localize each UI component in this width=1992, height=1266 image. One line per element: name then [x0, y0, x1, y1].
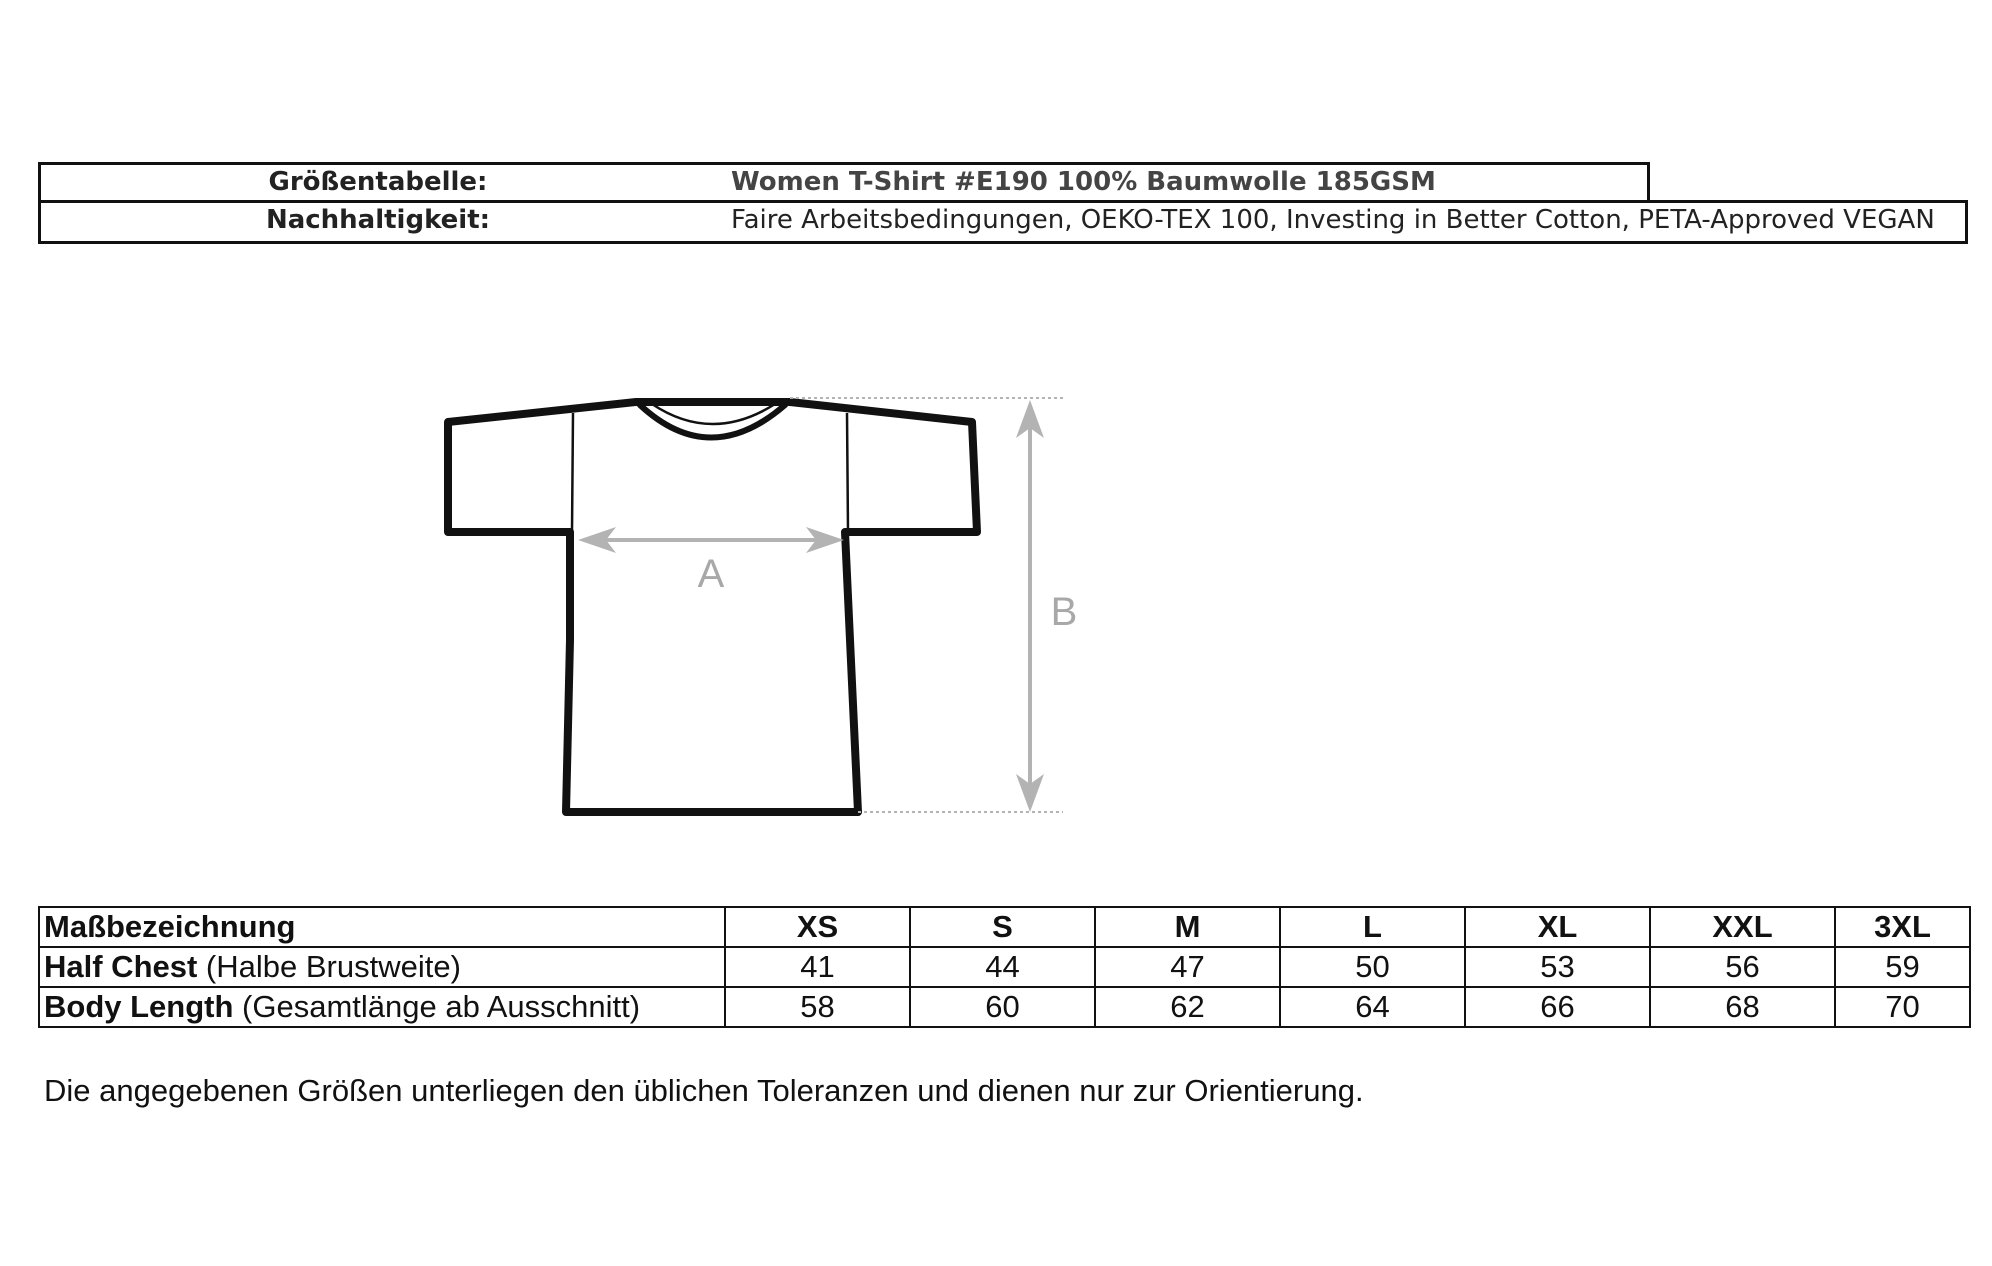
tolerance-note: Die angegebenen Größen unterliegen den üblichen Toleranzen und dienen nur zur Orientierung. [44, 1073, 1364, 1108]
measure-a [578, 527, 844, 553]
table-cell: 47 [1095, 947, 1280, 987]
row-subtitle: (Halbe Brustweite) [197, 949, 461, 984]
table-cell: 62 [1095, 987, 1280, 1027]
size-header-row [39, 907, 1970, 947]
row-label-half-chest [39, 947, 725, 987]
sleeve-seams [572, 404, 848, 532]
size-header-3xl: 3XL [1835, 907, 1970, 947]
size-chart-label: Größentabelle: [268, 167, 488, 197]
table-cell: 41 [725, 947, 910, 987]
row-name: Body Length [44, 989, 234, 1024]
table-cell: 64 [1280, 987, 1465, 1027]
row-subtitle: (Gesamtlänge ab Ausschnitt) [233, 989, 641, 1024]
size-table [38, 906, 1971, 1028]
tshirt-outline [448, 402, 977, 812]
row-name: Half Chest [44, 949, 198, 984]
size-header-s: S [910, 907, 1095, 947]
table-cell: 70 [1835, 987, 1970, 1027]
size-header-m: M [1095, 907, 1280, 947]
measurement-header: Maßbezeichnung [39, 907, 725, 947]
size-header-xxl: XXL [1650, 907, 1835, 947]
product-name: Women T-Shirt #E190 100% Baumwolle 185GSM [731, 167, 1436, 197]
sustainability-label: Nachhaltigkeit: [265, 205, 491, 235]
table-cell: 56 [1650, 947, 1835, 987]
table-row-half-chest [39, 947, 1970, 987]
table-cell: 58 [725, 987, 910, 1027]
table-cell: 53 [1465, 947, 1650, 987]
size-header-xl: XL [1465, 907, 1650, 947]
table-cell: 44 [910, 947, 1095, 987]
table-cell: 50 [1280, 947, 1465, 987]
table-cell: 60 [910, 987, 1095, 1027]
row-label-body-length [39, 987, 725, 1027]
label-b: B [1050, 590, 1078, 634]
table-cell: 66 [1465, 987, 1650, 1027]
sustainability-value: Faire Arbeitsbedingungen, OEKO-TEX 100, Investing in Better Cotton, PETA-Approved VEGAN [731, 205, 1935, 235]
measure-b [790, 398, 1063, 812]
size-header-l: L [1280, 907, 1465, 947]
table-cell: 68 [1650, 987, 1835, 1027]
table-cell: 59 [1835, 947, 1970, 987]
table-row-body-length [39, 987, 1970, 1027]
size-header-xs: XS [725, 907, 910, 947]
label-a: A [697, 552, 725, 596]
